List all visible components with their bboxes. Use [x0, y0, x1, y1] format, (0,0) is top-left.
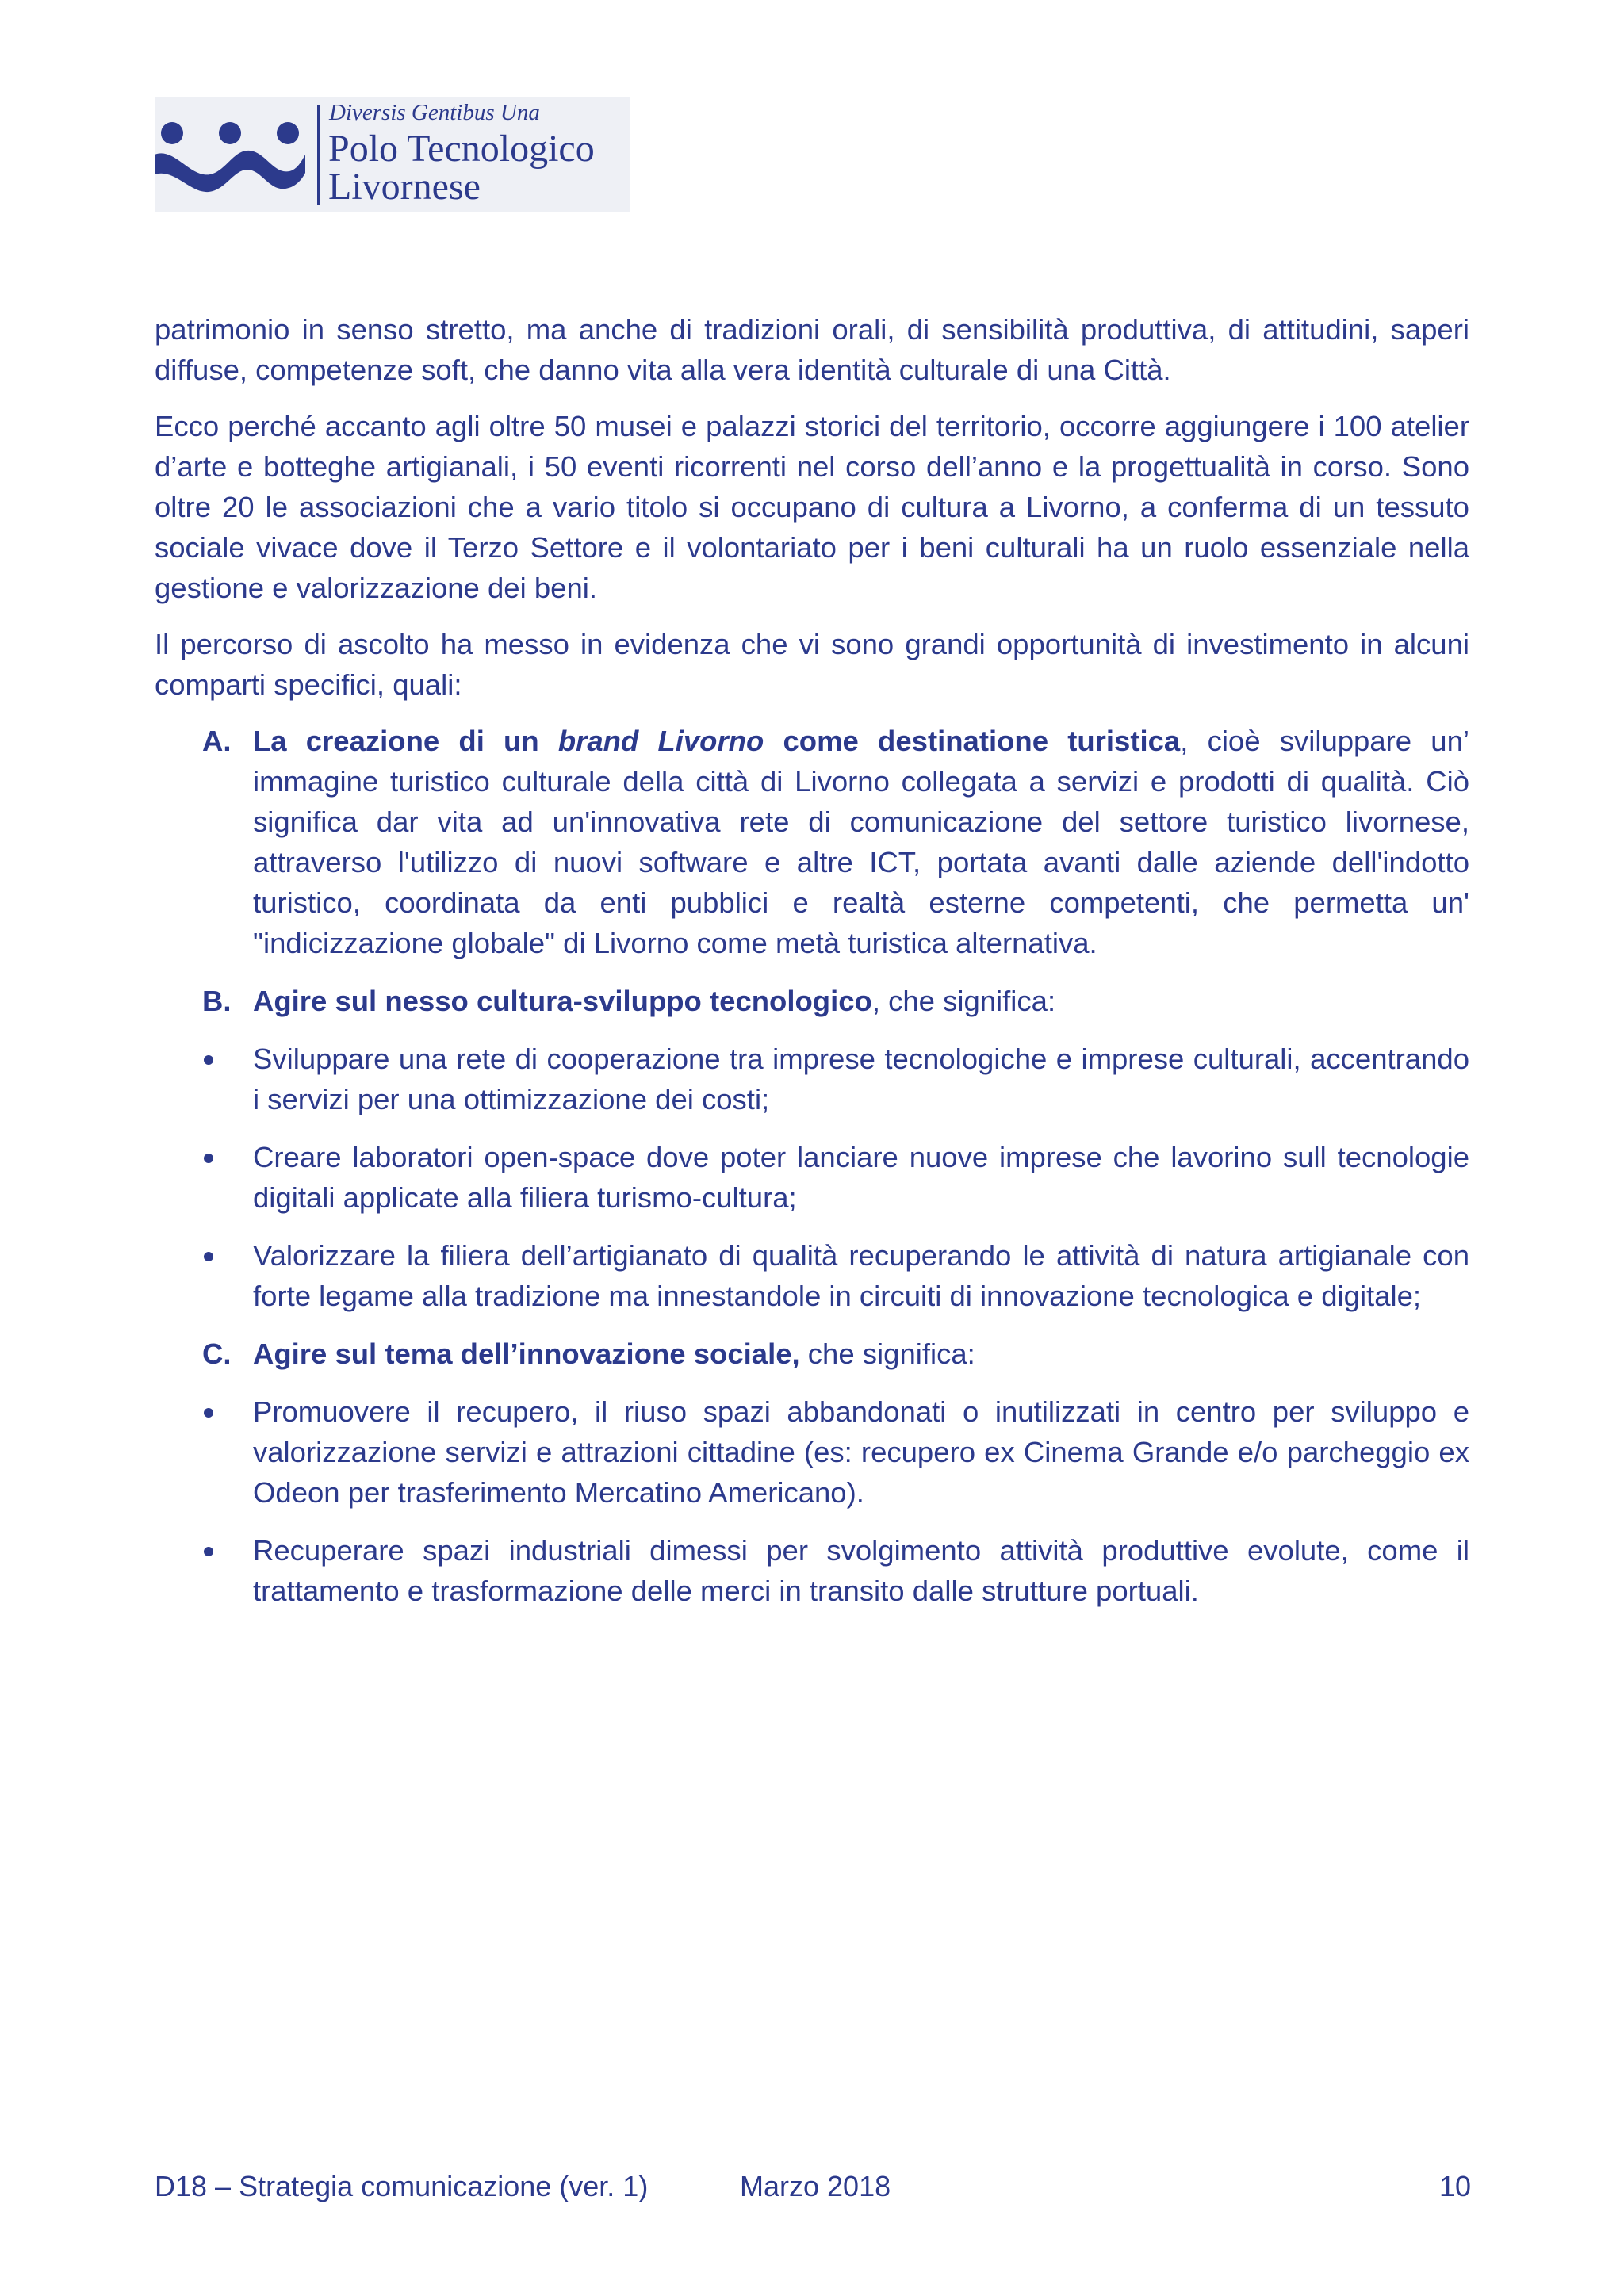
list-marker: A.: [202, 725, 232, 757]
bullet-icon: [204, 1252, 213, 1261]
waves-dots-logo-icon: [155, 111, 305, 198]
paragraph-3: Il percorso di ascolto ha messo in evidenza che vi sono grandi opportunità di investimento in alcuni comparti specifici, quali:: [155, 628, 1469, 701]
bullet-text: Creare laboratori open-space dove poter lanciare nuove imprese che lavorino sull tecnologie digitali applicate alla filiera turismo-cultura;: [253, 1141, 1469, 1214]
item-a-text: , cioè sviluppare un’ immagine turistico culturale della città di Livorno collegata a servizi e prodotti di qualità. Ciò significa dar vita ad un'innovativa rete di comunicazione del settore turistico livornese, attraverso l'utilizzo di nuovi software e altre ICT, portata avanti dalle aziende dell'indotto turistico, coordinata da enti pubblici e realtà esterne competenti, che permetta un' "indicizzazione globale" di Livorno come metà turistica alternativa.: [253, 725, 1470, 959]
list-item-c: [155, 1334, 1469, 1374]
footer-document-title: D18 – Strategia comunicazione (ver. 1): [155, 2170, 649, 2202]
item-b-bold: Agire sul nesso cultura-sviluppo tecnologico: [253, 985, 872, 1017]
main-content: [155, 309, 1469, 1628]
list-marker: C.: [202, 1337, 232, 1370]
logo-name: [328, 130, 595, 206]
logo-motto: Diversis Gentibus Una: [329, 100, 540, 125]
bullet-item: [155, 1039, 1469, 1119]
footer-date: Marzo 2018: [740, 2170, 891, 2202]
bullet-text: Recuperare spazi industriali dimessi per svolgimento attività produttive evolute, come il trattamento e trasformazione delle merci in transito dalle strutture portuali.: [253, 1534, 1469, 1607]
bullet-text: Valorizzare la filiera dell’artigianato di qualità recuperando le attività di natura artigianale con forte legame alla tradizione ma innestandole in circuiti di innovazione tecnologica e digitale;: [253, 1239, 1469, 1312]
bullet-icon: [204, 1408, 213, 1418]
header-logo: [155, 97, 630, 212]
list-item-b: [155, 981, 1469, 1021]
item-c-text: che significa:: [799, 1337, 975, 1370]
bullet-item: [155, 1137, 1469, 1218]
logo-name-line2: Livornese: [328, 166, 481, 208]
footer-page-number: 10: [1439, 2170, 1472, 2202]
bullet-text: Promuovere il recupero, il riuso spazi abbandonati o inutilizzati in centro per sviluppo e valorizzazione servizi e attrazioni cittadine (es: recupero ex Cinema Grande e/o parcheggio ex Odeon per trasferimento Mercatino Americano).: [253, 1395, 1469, 1509]
bullet-text: Sviluppare una rete di cooperazione tra imprese tecnologiche e imprese culturali, accentrando i servizi per una ottimizzazione dei costi;: [253, 1043, 1469, 1115]
item-a-bold-italic: brand Livorno: [557, 725, 764, 757]
bullet-icon: [204, 1055, 213, 1065]
item-c-bold: Agire sul tema dell’innovazione sociale,: [253, 1337, 800, 1370]
bullet-icon: [204, 1154, 213, 1163]
bullet-item: [155, 1391, 1469, 1513]
bullet-icon: [204, 1547, 213, 1556]
item-a-bold-2: come destinatione turistica: [764, 725, 1181, 757]
list-marker: B.: [202, 985, 232, 1017]
item-a-bold-1: La creazione di un: [253, 725, 558, 757]
paragraph-1: patrimonio in senso stretto, ma anche di tradizioni orali, di sensibilità produttiva, di attitudini, saperi diffuse, competenze soft, che danno vita alla vera identità culturale di una Città.: [155, 313, 1469, 386]
bullet-item: [155, 1530, 1469, 1611]
list-item-a: [155, 721, 1469, 963]
logo-name-line1: Polo Tecnologico: [328, 128, 595, 170]
logo-divider: [317, 105, 320, 205]
item-b-text: , che significa:: [871, 985, 1056, 1017]
bullet-item: [155, 1235, 1469, 1316]
paragraph-2: Ecco perché accanto agli oltre 50 musei e palazzi storici del territorio, occorre aggiungere i 100 atelier d’arte e botteghe artigianali, i 50 eventi ricorrenti nel corso dell’anno e la progettualità in corso. Sono oltre 20 le associazioni che a vario titolo si occupano di cultura a Livorno, a conferma di un tessuto sociale vivace dove il Terzo Settore e il volontariato per i beni culturali ha un ruolo essenziale nella gestione e valorizzazione dei beni.: [155, 410, 1469, 604]
